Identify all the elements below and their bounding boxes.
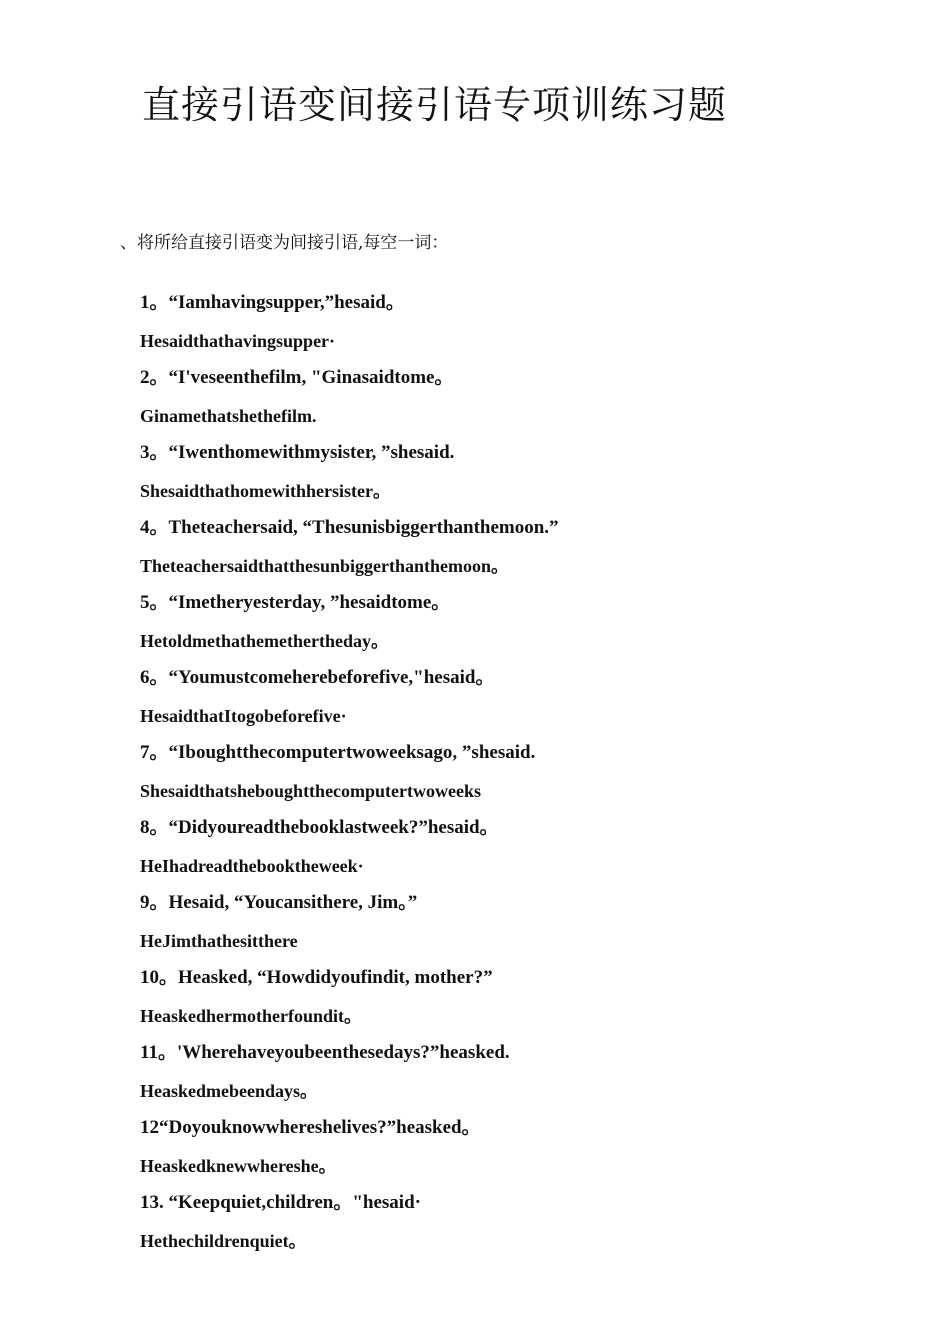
exercise-question: 6。“Youmustcomeherebeforefive,"hesaid。 xyxy=(140,667,495,688)
exercise-question: 3。“Iwenthomewithmysister, ”shesaid. xyxy=(140,442,455,463)
exercise-question: 4。Theteachersaid, “Thesunisbiggerthanthemoon.” xyxy=(140,517,559,538)
exercise-question: 2。“I'veseenthefilm, "Ginasaidtome。 xyxy=(140,367,454,388)
exercise-question: 8。“Didyoureadthebooklastweek?”hesaid。 xyxy=(140,817,499,838)
exercise-answer-line: Shesaidthathomewithhersister。 xyxy=(140,480,391,501)
exercise-item xyxy=(140,815,920,890)
exercise-answer-line: Heaskedknewwhereshe。 xyxy=(140,1155,337,1176)
exercise-item xyxy=(140,440,920,515)
exercise-item xyxy=(140,740,920,815)
exercise-item xyxy=(140,1040,920,1115)
exercise-answer-line: Heaskedhermotherfoundit。 xyxy=(140,1005,362,1026)
exercise-item xyxy=(140,965,920,1040)
exercise-answer-line: HeIhadreadthebooktheweek· xyxy=(140,855,364,876)
exercise-answer-line: Hethechildrenquiet。 xyxy=(140,1230,307,1251)
instruction-text: 、将所给直接引语变为间接引语,每空一词： xyxy=(120,233,449,253)
exercise-question: 12“Doyouknowwhereshelives?”heasked。 xyxy=(140,1117,481,1138)
exercise-answer-line: Hesaidthathavingsupper· xyxy=(140,330,336,351)
exercise-answer-line: Theteachersaidthatthesunbiggerthanthemoon。 xyxy=(140,555,510,576)
exercise-answer-line: Hetoldmethathemethertheday。 xyxy=(140,630,389,651)
exercise-question: 1。“Iamhavingsupper,”hesaid。 xyxy=(140,292,405,313)
exercise-answer-line: HeJimthathesitthere xyxy=(140,930,298,951)
exercise-question: 9。Hesaid, “Youcansithere, Jim。” xyxy=(140,892,418,913)
exercise-item xyxy=(140,365,920,440)
exercise-item xyxy=(140,1115,920,1190)
exercise-question: 13. “Keepquiet,children。"hesaid· xyxy=(140,1192,421,1213)
exercise-item xyxy=(140,665,920,740)
exercise-item xyxy=(140,590,920,665)
exercise-question: 11。'Wherehaveyoubeenthesedays?”heasked. xyxy=(140,1042,510,1063)
exercise-item xyxy=(140,1190,920,1265)
exercise-list xyxy=(140,290,920,1265)
exercise-item xyxy=(140,890,920,965)
exercise-question: 5。“Imetheryesterday, ”hesaidtome。 xyxy=(140,592,451,613)
exercise-answer-line: HesaidthatItogobeforefive· xyxy=(140,705,347,726)
exercise-item xyxy=(140,515,920,590)
exercise-answer-line: Heaskedmebeendays。 xyxy=(140,1080,319,1101)
exercise-question: 10。Heasked, “Howdidyoufindit, mother?” xyxy=(140,967,493,988)
exercise-item xyxy=(140,290,920,365)
exercise-answer-line: Ginamethatshethefilm. xyxy=(140,405,317,426)
exercise-question: 7。“Iboughtthecomputertwoweeksago, ”shesaid. xyxy=(140,742,536,763)
exercise-answer-line: Shesaidthatsheboughtthecomputertwoweeks xyxy=(140,780,482,801)
page-title: 直接引语变间接引语专项训练习题 xyxy=(142,83,728,127)
